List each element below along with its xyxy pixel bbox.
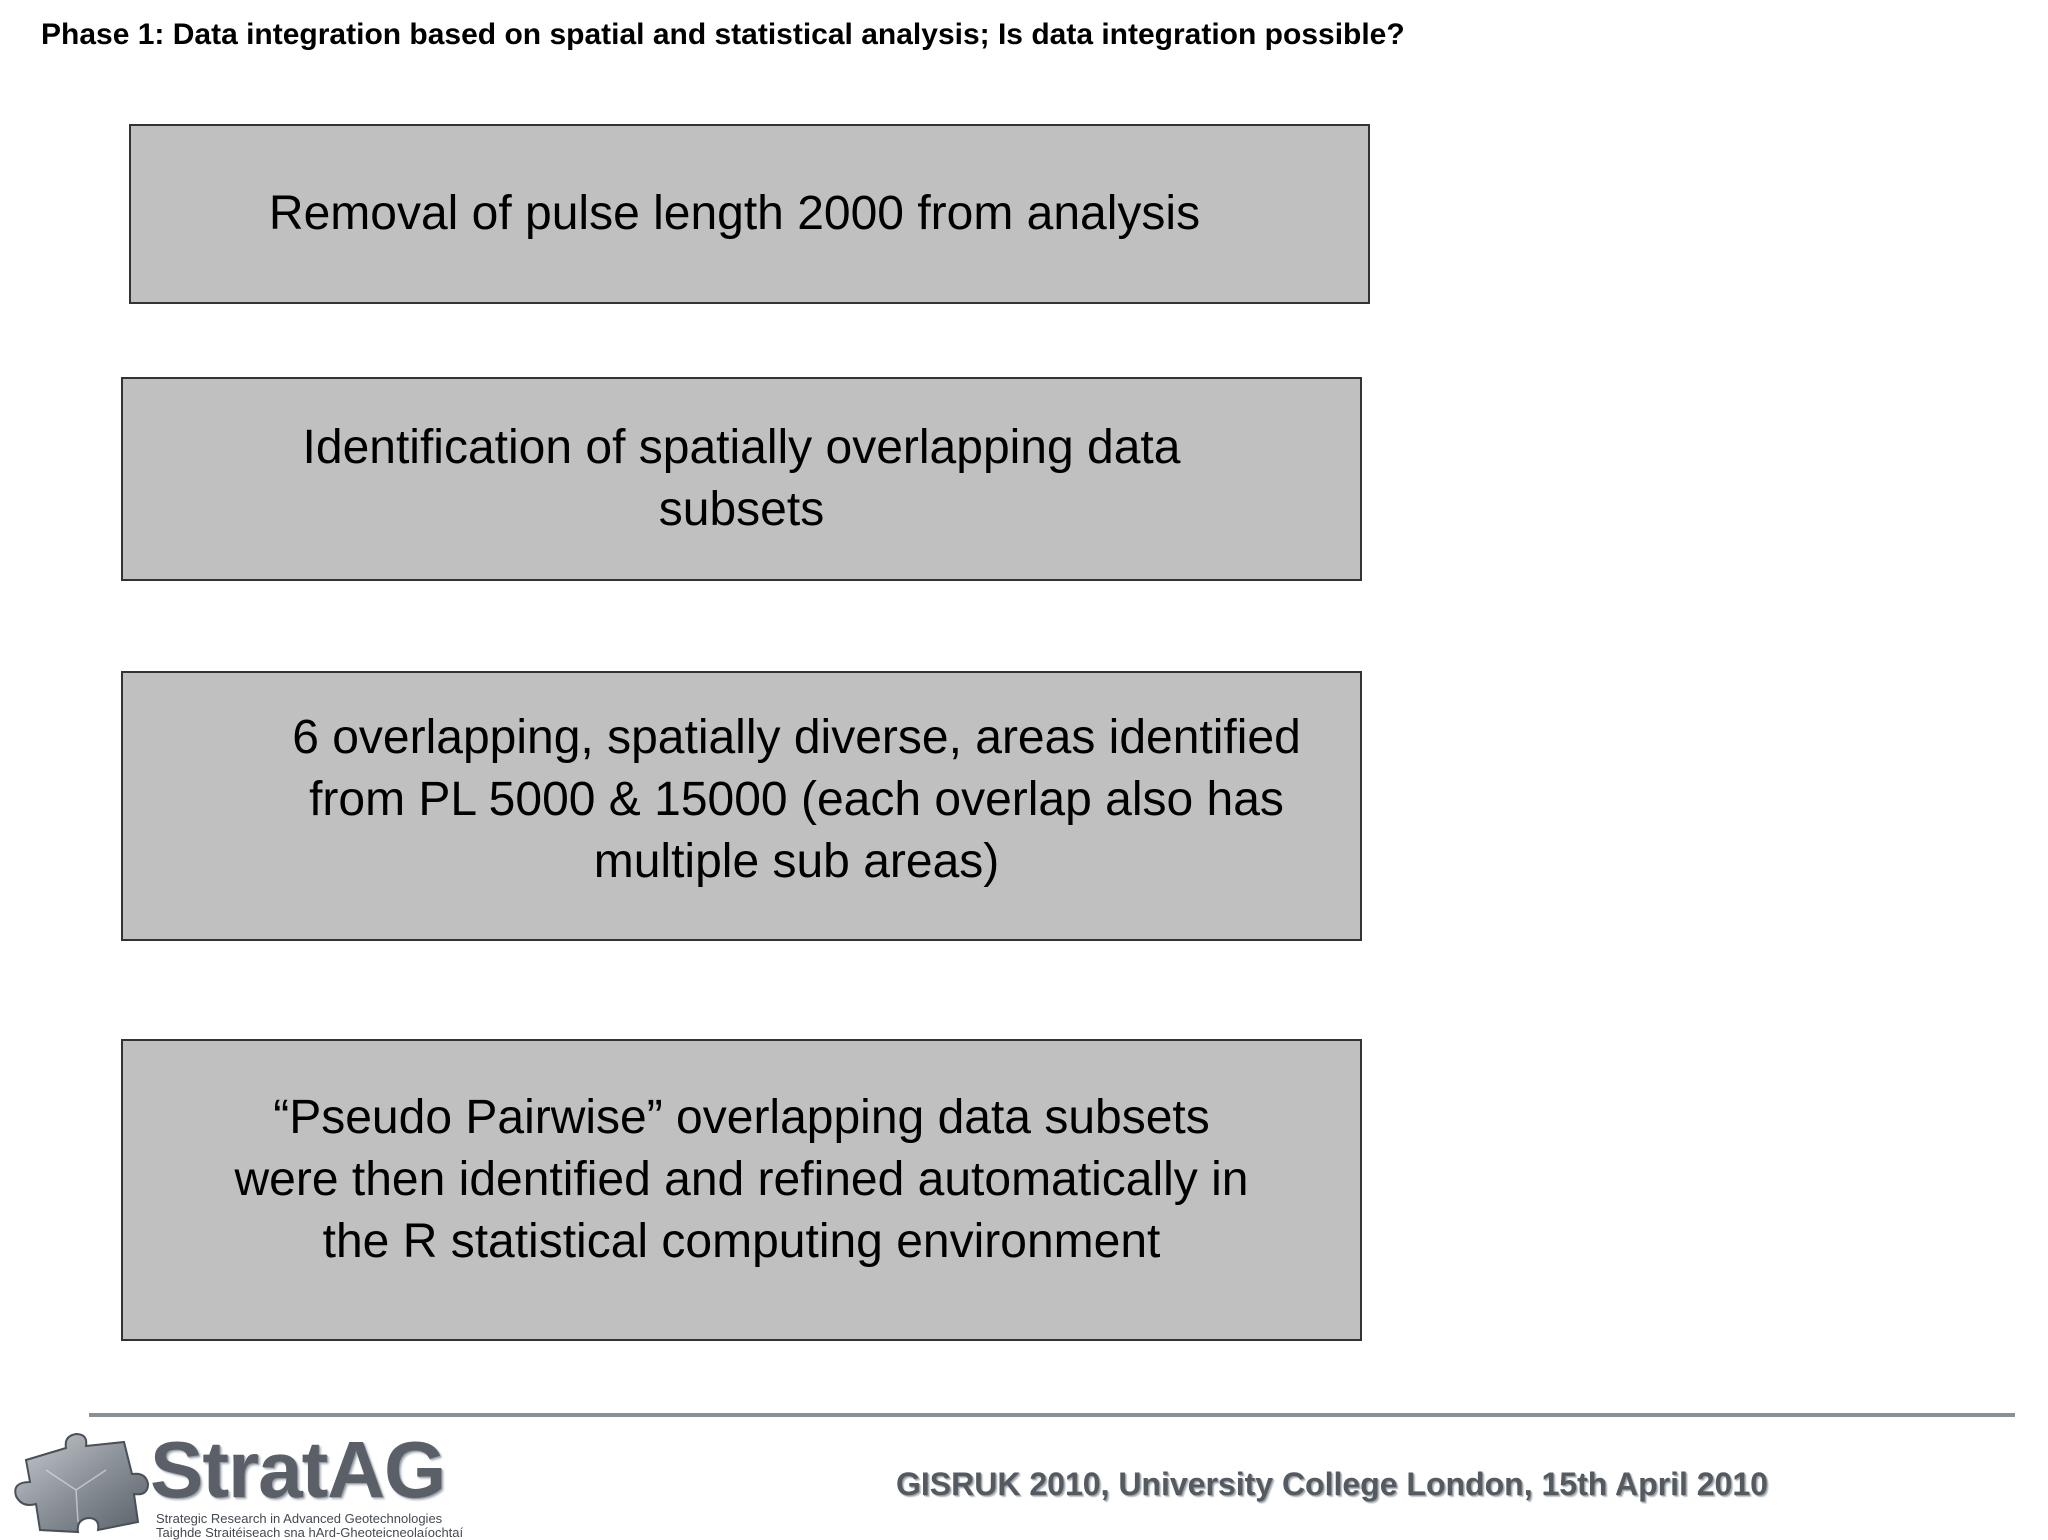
logo-tagline-english: Strategic Research in Advanced Geotechnologies — [156, 1511, 443, 1526]
event-footer: GISRUK 2010, University College London, 15th April 2010 — [896, 1466, 1768, 1502]
footer-divider — [89, 1413, 2015, 1417]
logo-tagline-irish: Taighde Straitéiseach sna hArd-Gheoteicneolaíochtaí — [156, 1525, 464, 1540]
slide-title: Phase 1: Data integration based on spatial and statistical analysis; Is data integration possible? — [41, 18, 1405, 51]
step-text: “Pseudo Pairwise” overlapping data subsets were then identified and refined automatically in the R statistical computing environment — [234, 1091, 1249, 1268]
logo-name: StratAG — [150, 1425, 446, 1514]
step-box-identification — [121, 377, 1362, 581]
step-box-pseudo-pairwise — [121, 1039, 1362, 1341]
step-text: Identification of spatially overlapping data subsets — [302, 421, 1181, 536]
step-text: Removal of pulse length 2000 from analysis — [268, 187, 1201, 240]
step-text: 6 overlapping, spatially diverse, areas identified from PL 5000 & 15000 (each overlap also has multiple sub areas) — [292, 711, 1301, 888]
stratag-logo — [6, 1425, 486, 1540]
step-box-overlap-areas — [121, 671, 1362, 941]
puzzle-piece-icon — [6, 1430, 156, 1534]
step-box-removal — [129, 124, 1370, 304]
